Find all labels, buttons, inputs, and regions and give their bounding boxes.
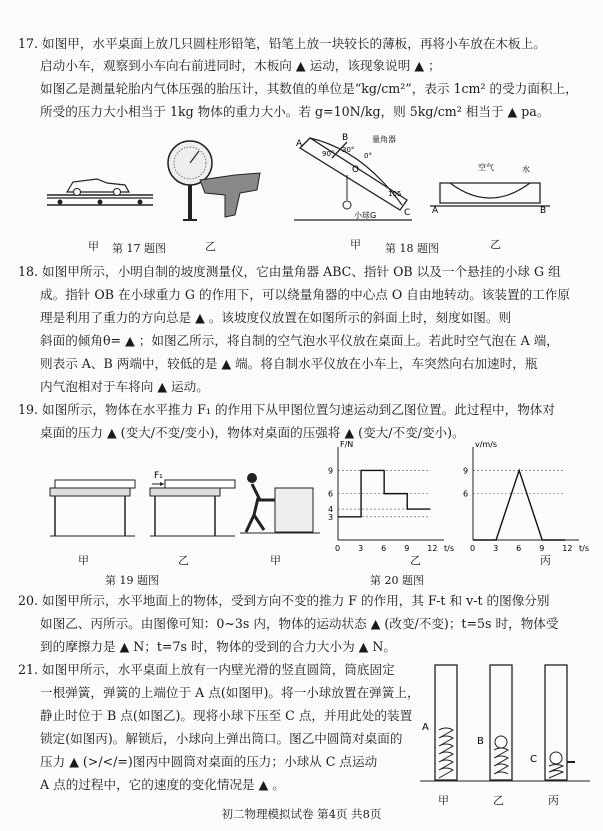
q21-line-3: 静止时位于 B 点(如图乙)。现将小球下压至 C 点，并用此处的装置: [40, 708, 413, 723]
q18-label-A: A: [296, 139, 303, 149]
y-tick-label: 6: [463, 489, 469, 499]
y-tick-label: 9: [328, 466, 334, 476]
q21-cylinders-figure: [420, 660, 595, 790]
q17-car-figure: [45, 165, 155, 210]
q18-label-0: 0°: [364, 152, 372, 160]
y-tick-label: 9: [463, 466, 469, 476]
y-axis-label: v/m/s: [475, 440, 498, 449]
q20-velocity-time-chart: [455, 435, 590, 555]
q19-f1-label: F₁: [154, 471, 163, 481]
q21-fig-yi-label: 乙: [493, 794, 504, 807]
y-tick-label: 3: [328, 512, 334, 522]
q21-line-6: A 点的过程中，它的速度的变化情况是 ▲ 。: [40, 777, 285, 792]
q18-line-2: 成。指针 OB 在小球重力 G 的作用下，可以绕量角器的中心点 O 自由地转动。该装置的工作原: [40, 287, 570, 302]
q17-line-3: 如图乙是测量轮胎内气体压强的胎压计，其数值的单位是“kg/cm²”，表示 1cm² 的受力面积上，: [40, 81, 578, 96]
q19-fig-yi-label: 乙: [178, 554, 189, 567]
q17-figure-caption: 第 17 题图: [112, 242, 166, 255]
x-tick-label: 3: [493, 544, 499, 553]
q17-line-2: 启动小车，观察到小车向右前进同时，木板向 ▲ 运动，该现象说明 ▲ ；: [40, 58, 441, 73]
q18-figure-caption: 第 18 题图: [385, 242, 439, 255]
q17-line-4: 所受的压力大小相当于 1kg 物体的重力大小。若 g=10N/kg，则 5kg/cm² 相当于 ▲ pa。: [40, 104, 550, 119]
q20-line-3: 到的摩擦力是 ▲ N；t=7s 时，物体的受到的合力大小为 ▲ N。: [40, 639, 396, 654]
q21-fig-jia-label: 甲: [438, 794, 449, 807]
q20-fig-jia-label: 甲: [270, 554, 281, 567]
x-tick-label: 6: [381, 544, 387, 553]
q17-fig-jia-label: 甲: [88, 240, 99, 253]
x-tick-label: 6: [516, 544, 522, 553]
q18-line-5: 则表示 A、B 两端中，较低的是 ▲ 端。将自制水平仪放在小车上，车突然向右加速时，瓶: [40, 356, 538, 371]
q21-line-2: 一根弹簧，弹簧的上端位于 A 点(如图甲)。将一小球放置在弹簧上，: [40, 685, 420, 700]
x-tick-label: 12: [427, 544, 438, 553]
y-axis-label: F/N: [340, 440, 354, 449]
q18-label-105: 105: [388, 190, 402, 198]
q19-line-2: 桌面的压力 ▲ (变大/不变/变小)，物体对桌面的压强将 ▲ (变大/不变/变小)。: [40, 425, 465, 440]
q18-air-label: 空气: [478, 163, 494, 172]
q18-line-1: 18. 如图甲所示，小明自制的坡度测量仪，它由量角器 ABC、指针 OB 以及一个悬挂的小球 G 组: [18, 264, 561, 279]
q21-line-5: 压力 ▲ (>/</=)图丙中圆筒对桌面的压力；小球从 C 点运动: [40, 754, 378, 769]
q18-fig-jia-label: 甲: [350, 238, 361, 251]
q18-line-6: 内气泡相对于车将向 ▲ 运动。: [40, 379, 209, 394]
q18-label-C: C: [404, 208, 411, 218]
q19-fig-jia-label: 甲: [78, 554, 89, 567]
q18-line-3: 理是利用了重力的方向总是 ▲ 。该坡度仪放置在如图所示的斜面上时，刻度如图。则: [40, 310, 512, 325]
q18-label-90: 90°: [322, 150, 335, 158]
q18-slope-meter-figure: [292, 130, 422, 225]
q18-ball-label: 小球G: [354, 211, 377, 220]
x-axis-label: t/s: [579, 544, 589, 553]
x-tick-label: 0: [335, 544, 341, 553]
q17-line-1: 17. 如图甲，水平桌面上放几只圆柱形铅笔，铅笔上放一块较长的薄板，再将小车放在木板上。: [18, 36, 546, 51]
q19-line-1: 19. 如图所示，物体在水平推力 F₁ 的作用下从甲图位置匀速运动到乙图位置。此过程中，物体对: [18, 402, 555, 417]
q21-label-B: B: [477, 736, 484, 747]
x-axis-label: t/s: [444, 544, 454, 553]
x-tick-label: 0: [470, 544, 476, 553]
q20-force-time-chart: [320, 435, 455, 555]
q20-push-figure: [240, 470, 320, 540]
q21-label-A: A: [422, 722, 429, 733]
q21-line-4: 锁定(如图丙)。解锁后，小球向上弹出筒口。图乙中圆筒对桌面的: [40, 731, 403, 746]
q18-label-B: B: [342, 133, 349, 143]
x-tick-label: 9: [539, 544, 545, 553]
q20-fig-yi-label: 乙: [410, 554, 421, 567]
q19-table-yi-figure: [150, 471, 240, 540]
q17-pressure-gauge-figure: [165, 135, 275, 230]
q18-level-label-B: B: [540, 206, 547, 216]
q20-line-2: 如图乙、丙所示。由图像可知：0~3s 内，物体的运动状态 ▲ (改变/不变)；t=5s 时，物体受: [40, 616, 559, 631]
q20-line-1: 20. 如图甲所示，水平地面上的物体，受到方向不变的推力 F 的作用，其 F-t 和 v-t 的图像分别: [18, 593, 550, 608]
q18-bubble-level-figure: [430, 158, 550, 218]
y-tick-label: 4: [328, 505, 334, 515]
q18-label-O: O: [352, 165, 360, 175]
q17-fig-yi-label: 乙: [205, 240, 216, 253]
q18-label-30: 30°: [342, 146, 355, 154]
q21-label-C: C: [530, 754, 537, 765]
q18-line-4: 斜面的倾角θ= ▲ ；如图乙所示，将自制的空气泡水平仪放在桌面上。若此时空气泡在 A 端，: [40, 333, 559, 348]
x-tick-label: 3: [358, 544, 364, 553]
y-tick-label: 6: [328, 489, 334, 499]
q19-table-jia-figure: [50, 480, 140, 540]
q18-protractor-label: 量角器: [372, 135, 396, 144]
q18-water-label: 水: [522, 165, 530, 174]
series-line: [473, 470, 565, 540]
q20-fig-bing-label: 丙: [540, 554, 551, 567]
x-tick-label: 12: [562, 544, 573, 553]
page-footer: 初二物理模拟试卷 第4页 共8页: [221, 807, 382, 821]
x-tick-label: 9: [404, 544, 410, 553]
q18-fig-yi-label: 乙: [490, 238, 501, 251]
q19-figure-caption: 第 19 题图: [105, 574, 159, 587]
q21-line-1: 21. 如图甲所示，水平桌面上放有一内壁光滑的竖直圆筒，筒底固定: [18, 662, 395, 677]
q21-fig-bing-label: 丙: [548, 794, 559, 807]
q20-figure-caption: 第 20 题图: [370, 574, 424, 587]
q18-level-label-A: A: [432, 206, 439, 216]
